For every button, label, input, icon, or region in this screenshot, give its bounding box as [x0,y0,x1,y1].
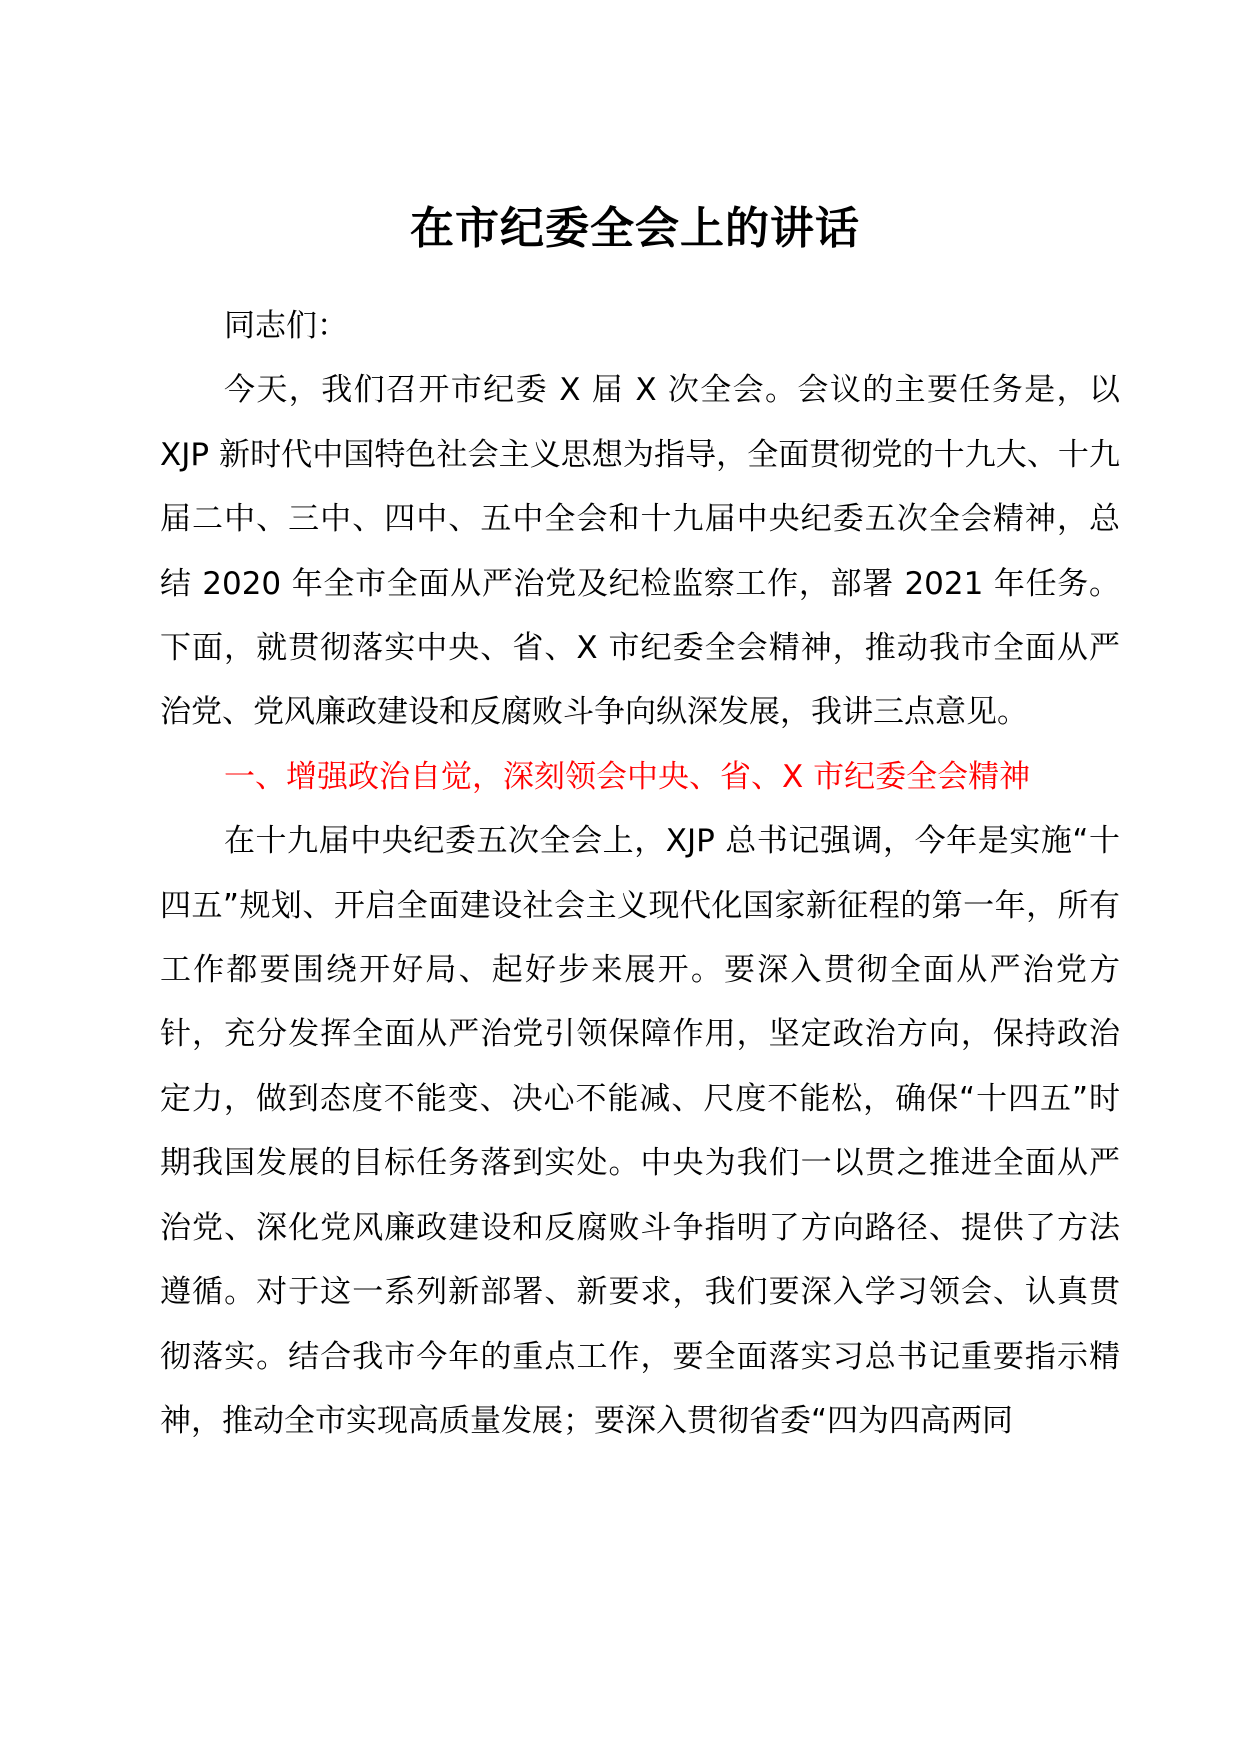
salutation: 同志们： [224,308,348,344]
section-heading: 一、增强政治自觉，深刻领会中央、省、X 市纪委全会精神 [224,758,1031,795]
document-title: 在市纪委全会上的讲话 [410,203,860,254]
section-paragraph: 在十九届中央纪委五次全会上，XJP 总书记强调，今年是实施“十四五”规划、开启全面建设社会主义现代化国家新征程的第一年，所有工作都要围绕开好局、起好步来展开。要深入贯彻全面从严治党方针，充分发挥全面从严治党引领保障作用，坚定政治方向，保持政治定力，做到态度不能变、决心不能减、尺度不能松，确保“十四五”时期我国发展的目标任务落到实处。中央为我们一以贯之推进全面从严治党、深化党风廉政建设和反腐败斗争指明了方向路径、提供了方法遵循。对于这一系列新部署、新要求，我们要深入学习领会、认真贯彻落实。结合我市今年的重点工作，要全面落实习总书记重要指示精神，推动全市实现高质量发展；要深入贯彻省委“四为四高两同 [160,823,1120,1439]
intro-paragraph: 今天，我们召开市纪委 X 届 X 次全会。会议的主要任务是，以 XJP 新时代中国特色社会主义思想为指导，全面贯彻党的十九大、十九届二中、三中、四中、五中全会和十九届中央纪委五次全会精神，总结 2020 年全市全面从严治党及纪检监察工作，部署 2021 年任务。下面，就贯彻落实中央、省、X 市纪委全会精神，推动我市全面从严治党、党风廉政建设和反腐败斗争向纵深发展，我讲三点意见。 [160,372,1120,731]
document-page [160,196,1120,1453]
